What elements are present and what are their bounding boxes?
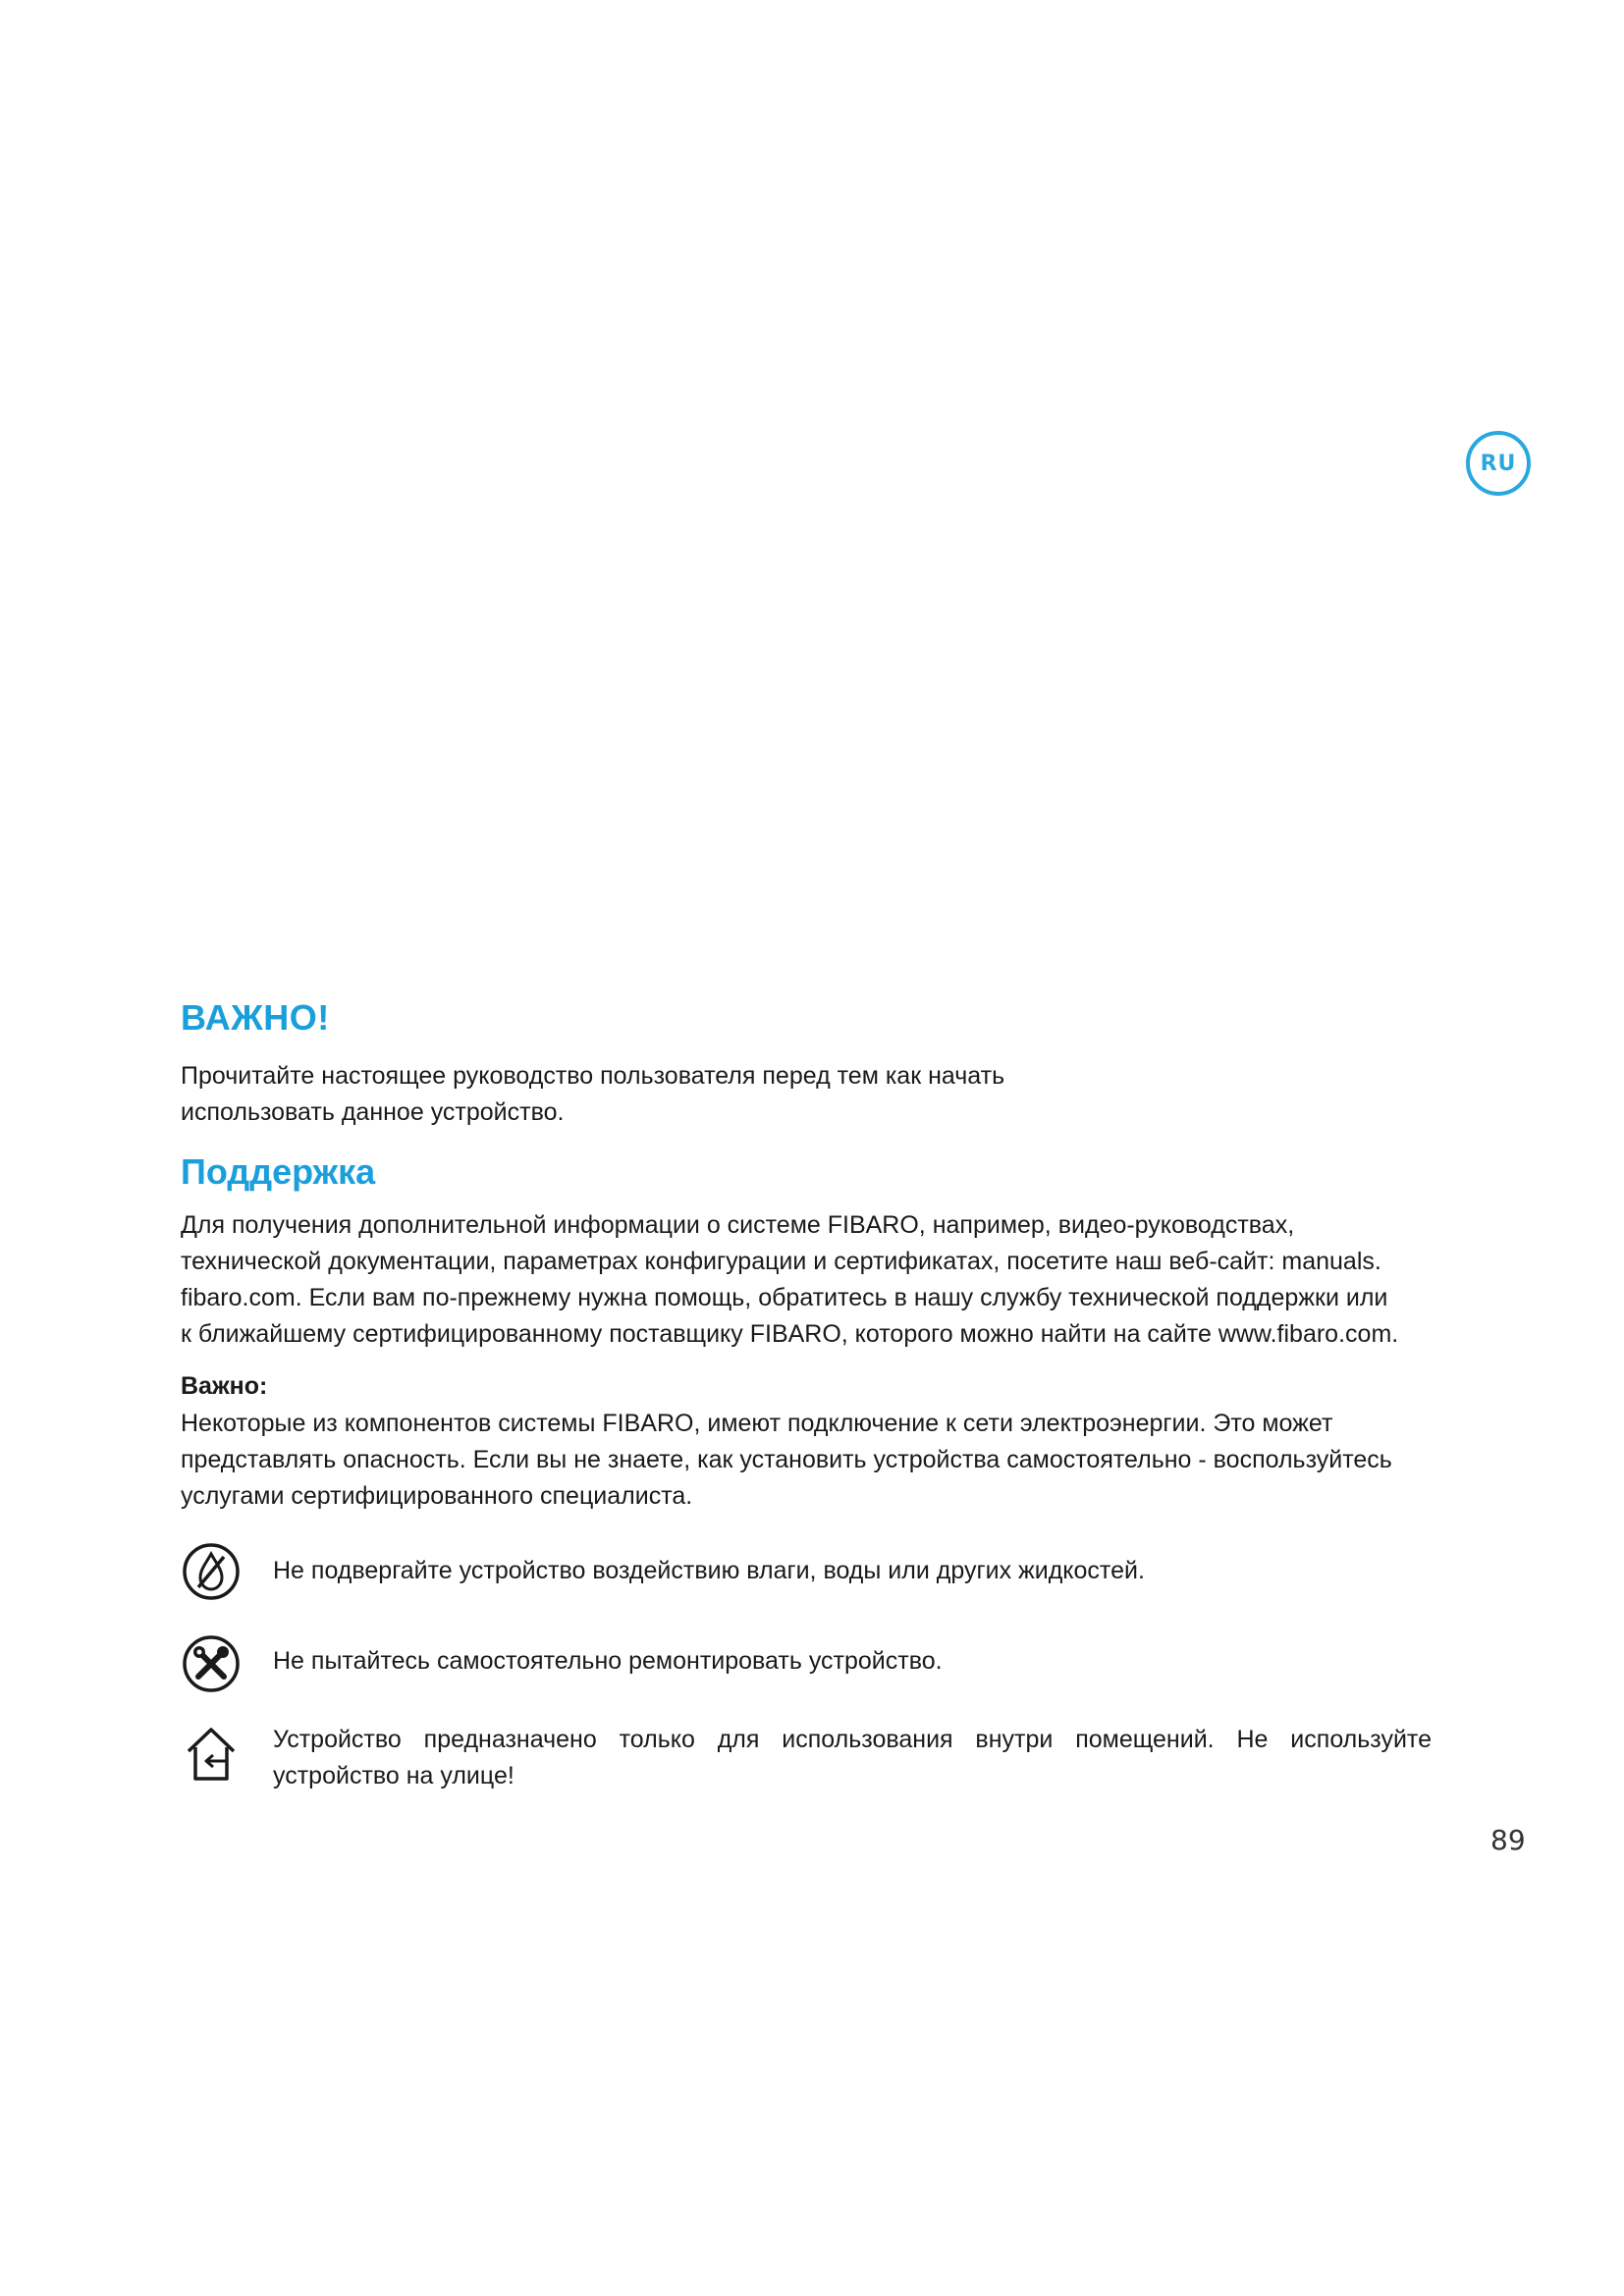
no-repair-icon bbox=[181, 1633, 242, 1694]
page-number: 89 bbox=[1490, 1824, 1526, 1856]
support-line: fibaro.com. Если вам по-прежнему нужна помощь, обратитесь в нашу службу технической поддержки или bbox=[181, 1284, 1388, 1311]
important-text bbox=[181, 1058, 1163, 1131]
warning-text: Устройство предназначено только для использования внутри помещений. Не используйте устройство на улице! bbox=[273, 1726, 1432, 1789]
warning-item bbox=[181, 1541, 1457, 1602]
note-line: Некоторые из компонентов системы FIBARO, имеют подключение к сети электроэнергии. Это может bbox=[181, 1410, 1333, 1437]
warning-text: Не пытайтесь самостоятельно ремонтировать устройство. bbox=[273, 1647, 943, 1675]
support-line: к ближайшему сертифицированному поставщику FIBARO, которого можно найти на сайте www.fibaro.com. bbox=[181, 1320, 1399, 1348]
note-title: Важно: bbox=[181, 1372, 268, 1400]
indoor-only-icon bbox=[181, 1724, 242, 1785]
important-heading: ВАЖНО! bbox=[181, 997, 330, 1038]
note-line: услугами сертифицированного специалиста. bbox=[181, 1482, 693, 1510]
warning-item bbox=[181, 1724, 1457, 1794]
language-badge: RU bbox=[1466, 431, 1531, 496]
support-line: технической документации, параметрах конфигурации и сертификатах, посетите наш веб-сайт: manuals. bbox=[181, 1248, 1381, 1275]
warning-item bbox=[181, 1633, 1457, 1694]
important-line: Прочитайте настоящее руководство пользователя перед тем как начать bbox=[181, 1062, 1005, 1090]
no-liquid-icon bbox=[181, 1541, 242, 1602]
support-heading: Поддержка bbox=[181, 1151, 376, 1192]
warning-text: Не подвергайте устройство воздействию влаги, воды или других жидкостей. bbox=[273, 1557, 1145, 1584]
important-line: использовать данное устройство. bbox=[181, 1098, 565, 1126]
note-text bbox=[181, 1406, 1457, 1515]
note-line: представлять опасность. Если вы не знаете, как установить устройства самостоятельно - воспользуйтесь bbox=[181, 1446, 1392, 1473]
support-text bbox=[181, 1207, 1457, 1353]
support-line: Для получения дополнительной информации о системе FIBARO, например, видео-руководствах, bbox=[181, 1211, 1295, 1239]
